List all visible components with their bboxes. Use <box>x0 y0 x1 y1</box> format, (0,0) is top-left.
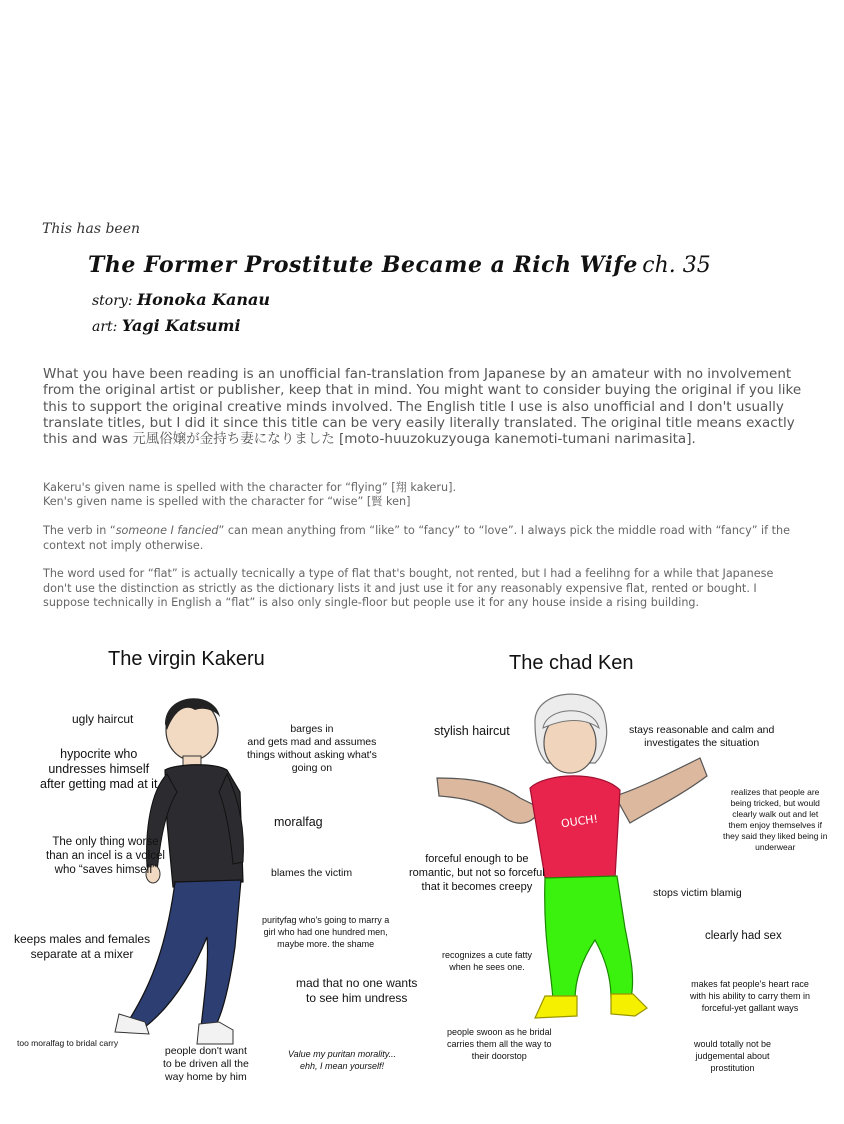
virgin-label-hypocrite: hypocrite who undresses himself after getting mad at it <box>40 747 158 791</box>
verb-note <box>43 524 805 553</box>
chad-shirt-text: OUCH! <box>560 812 599 831</box>
story-label: story: <box>92 293 133 309</box>
virgin-label-volcel: The only thing worse than an incel is a volcel who “saves himself” <box>46 836 165 876</box>
book-title: The Former Prostitute Became a Rich Wife <box>88 252 638 278</box>
intro-line: This has been <box>42 221 141 237</box>
verb-note-emphasis: someone I fancied <box>115 524 219 537</box>
virgin-label-purityfag: purityfag who's going to marry a girl who had one hundred men, maybe more. the shame <box>262 915 390 949</box>
chapter-number: ch. 35 <box>642 253 711 278</box>
chad-label-swoon: people swoon as he bridal carries them all the way to their doorstop <box>447 1027 552 1061</box>
virgin-label-mixer: keeps males and females separate at a mixer <box>14 932 151 961</box>
virgin-label-haircut: ugly haircut <box>72 712 134 726</box>
art-label: art: <box>92 319 118 335</box>
virgin-label-bridal: too moralfag to bridal carry <box>17 1038 119 1048</box>
virgin-heading: The virgin Kakeru <box>108 648 265 670</box>
virgin-vs-chad-meme <box>0 630 844 1124</box>
verb-note-post: ” can mean anything from “like” to “fancy” to “love”. I always pick the middle road with “fancy” if the context not imply otherwise. <box>43 524 791 552</box>
chad-label-had-sex: clearly had sex <box>705 930 782 942</box>
virgin-label-moralfag: moralfag <box>274 815 323 829</box>
chad-label-haircut: stylish haircut <box>434 724 510 738</box>
virgin-label-driven: people don't want to be driven all the way home by him <box>163 1045 249 1083</box>
virgin-label-blames: blames the victim <box>271 867 353 879</box>
chad-label-realizes: realizes that people are being tricked, but would clearly walk out and let them enjoy themselves if they said they liked being in underwear <box>723 787 828 852</box>
chad-label-heart-race: makes fat people's heart race with his ability to carry them in forceful-yet gallant ways <box>690 979 811 1013</box>
chad-label-cute-fatty: recognizes a cute fatty when he sees one. <box>442 950 533 972</box>
disclaimer-paragraph: What you have been reading is an unofficial fan-translation from Japanese by an amateur with no involvement from the original artist or publisher, keep that in mind. You might want to consider buying the original if you like this to support the original creative minds involved. The English title I use is also unofficial and I don't usually translate titles, but I did it since this title can be very easily literally translated. The original title means exactly this and was 元風俗嬢が金持ち妻になりました [moto-huuzokuzyouga kanemoti-tumani narimasita]. <box>43 366 802 448</box>
chad-label-prostitution: would totally not be judgemental about prostitution <box>694 1039 772 1073</box>
chad-label-stops-blaming: stops victim blamig <box>653 887 742 899</box>
virgin-label-barges: barges in and gets mad and assumes things without asking what's going on <box>247 723 377 774</box>
art-author: Yagi Katsumi <box>121 316 241 335</box>
chad-heading: The chad Ken <box>509 652 634 674</box>
flat-note: The word used for “flat” is actually tecnically a type of flat that's bought, not rented, but I had a feelihng for a while that Japanese don't use the distinction as strictly as the dictionary lists it and just use it for any reasonably expensive flat, rented or bought. I suppose technically in English a “flat” is also only single-floor but people use it for any house inside a rising building. <box>43 567 774 609</box>
story-credit <box>92 290 270 309</box>
story-author: Honoka Kanau <box>137 290 271 309</box>
art-credit <box>92 316 241 335</box>
name-note-kakeru: Kakeru's given name is spelled with the character for “flying” [翔 kakeru]. <box>43 481 457 494</box>
name-note-ken: Ken's given name is spelled with the character for “wise” [賢 ken] <box>43 495 411 508</box>
chad-label-forceful: forceful enough to be romantic, but not so forceful that it becomes creepy <box>409 853 545 893</box>
verb-note-pre: The verb in “ <box>43 524 116 537</box>
chad-label-reasonable: stays reasonable and calm and investigates the situation <box>629 724 775 749</box>
virgin-label-undress: mad that no one wants to see him undress <box>296 976 418 1005</box>
virgin-label-puritan: Value my puritan morality... ehh, I mean yourself! <box>288 1049 397 1071</box>
title-row <box>88 252 711 278</box>
